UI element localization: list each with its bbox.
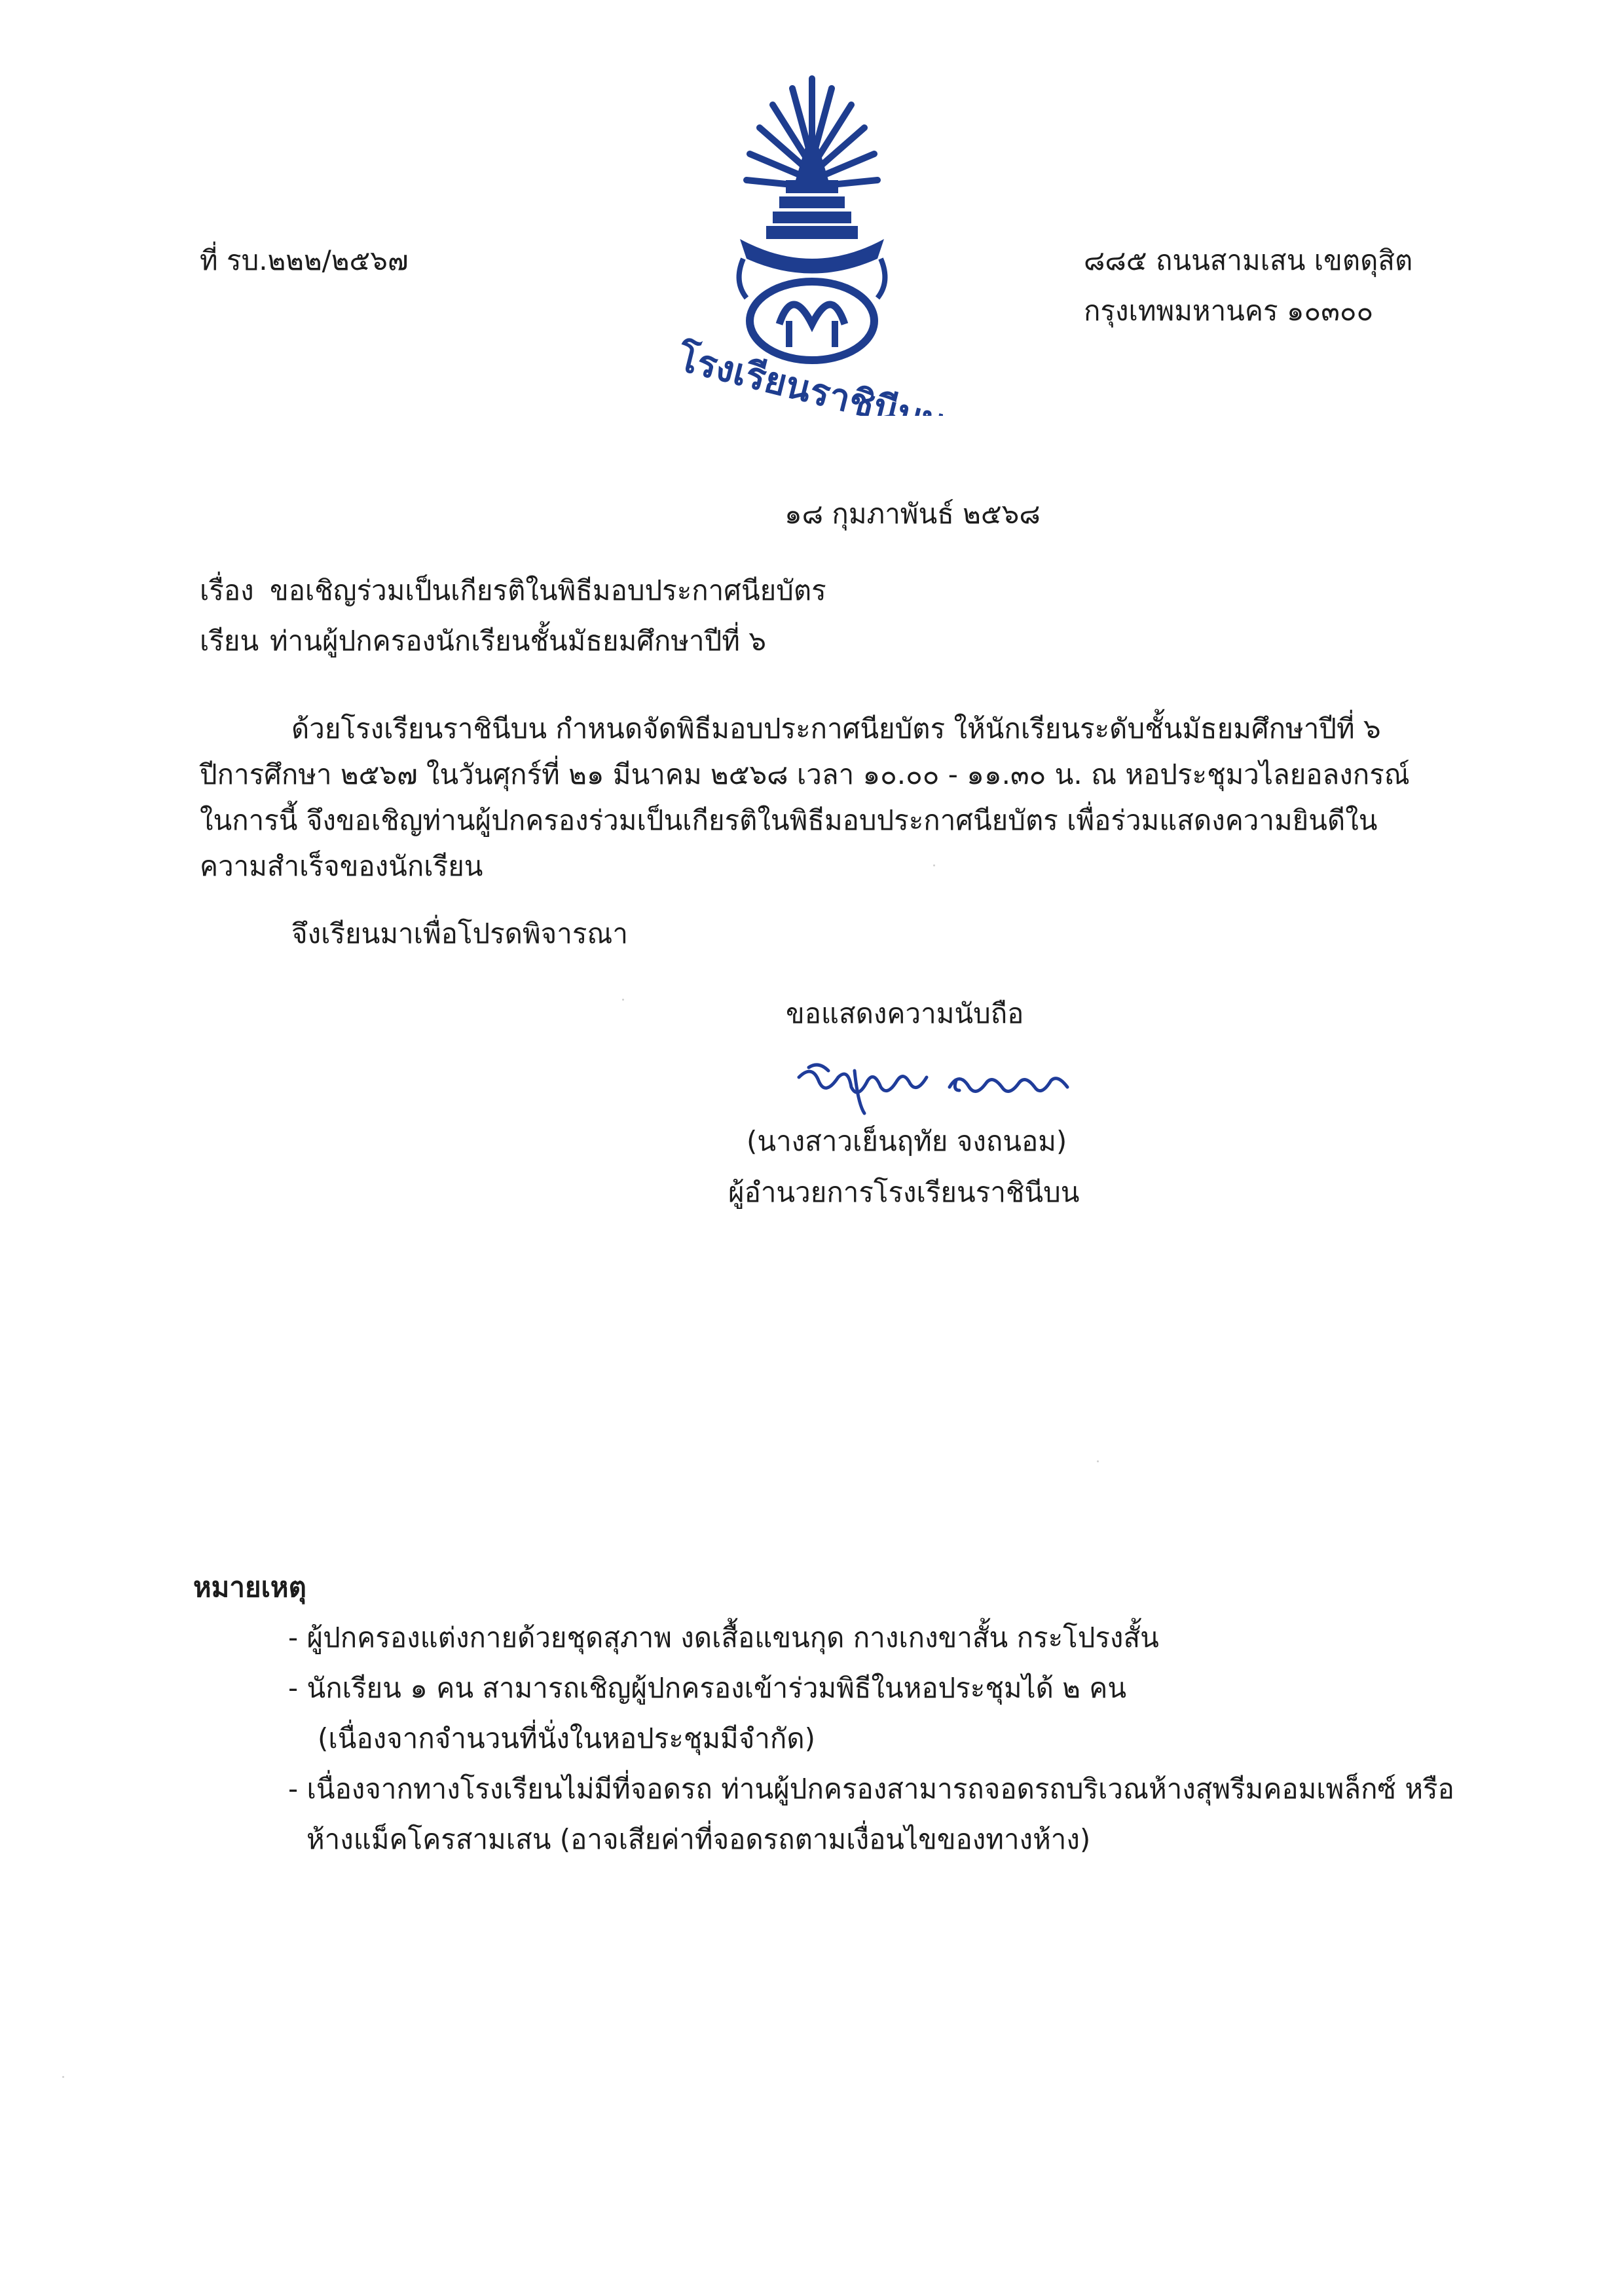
note-item-2: - นักเรียน ๑ คน สามารถเชิญผู้ปกครองเข้าร่วมพิธีในหอประชุมได้ ๒ คน bbox=[288, 1672, 1127, 1704]
notes-heading: หมายเหตุ bbox=[193, 1571, 306, 1603]
handwritten-signature bbox=[792, 1051, 1074, 1123]
signatory-title: ผู้อำนวยการโรงเรียนราชินีบน bbox=[728, 1176, 1080, 1208]
address-line-2: กรุงเทพมหานคร ๑๐๓๐๐ bbox=[1084, 295, 1374, 327]
closing-request: จึงเรียนมาเพื่อโปรดพิจารณา bbox=[291, 917, 628, 950]
scan-speck bbox=[62, 2076, 64, 2078]
body-line-1: ด้วยโรงเรียนราชินีบน กำหนดจัดพิธีมอบประกาศนียบัตร ให้นักเรียนระดับชั้นมัธยมศึกษาปีที่ ๖ bbox=[291, 713, 1381, 745]
school-seal-logo bbox=[681, 62, 943, 416]
address-line-1: ๘๘๕ ถนนสามเสน เขตดุสิต bbox=[1084, 244, 1413, 276]
body-line-3: ในการนี้ จึงขอเชิญท่านผู้ปกครองร่วมเป็นเกียรติในพิธีมอบประกาศนียบัตร เพื่อร่วมแสดงความยินดีใน bbox=[200, 804, 1378, 836]
closing-salutation: ขอแสดงความนับถือ bbox=[786, 997, 1024, 1029]
note-item-1: - ผู้ปกครองแต่งกายด้วยชุดสุภาพ งดเสื้อแขนกุด กางเกงขาสั้น กระโปรงสั้น bbox=[288, 1621, 1159, 1654]
note-item-3-continued: ห้างแม็คโครสามเสน (อาจเสียค่าที่จอดรถตามเงื่อนไขของทางห้าง) bbox=[306, 1823, 1091, 1855]
scan-speck bbox=[933, 864, 935, 866]
scan-speck bbox=[622, 999, 624, 1001]
reference-number: ที่ รบ.๒๒๒/๒๕๖๗ bbox=[200, 244, 409, 276]
scan-speck bbox=[1097, 1460, 1099, 1462]
subject-text: ขอเชิญร่วมเป็นเกียรติในพิธีมอบประกาศนียบัตร bbox=[270, 574, 826, 606]
note-item-2-continued: (เนื่องจากจำนวนที่นั่งในหอประชุมมีจำกัด) bbox=[318, 1722, 815, 1754]
recipient-text: ท่านผู้ปกครองนักเรียนชั้นมัธยมศึกษาปีที่ ๖ bbox=[270, 625, 766, 657]
signatory-name: (นางสาวเย็นฤทัย จงถนอม) bbox=[747, 1125, 1067, 1157]
note-item-3: - เนื่องจากทางโรงเรียนไม่มีที่จอดรถ ท่านผู้ปกครองสามารถจอดรถบริเวณห้างสุพรีมคอมเพล็กซ์ หรือ bbox=[288, 1773, 1454, 1805]
body-line-2: ปีการศึกษา ๒๕๖๗ ในวันศุกร์ที่ ๒๑ มีนาคม ๒๕๖๘ เวลา ๑๐.๐๐ - ๑๑.๓๐ น. ณ หอประชุมวไลยอลงกรณ์ bbox=[200, 758, 1410, 790]
body-line-4: ความสำเร็จของนักเรียน bbox=[200, 850, 483, 882]
subject-label: เรื่อง bbox=[200, 574, 254, 606]
seal-text: โรงเรียนราชินีบน bbox=[681, 337, 943, 416]
recipient-label: เรียน bbox=[200, 625, 259, 657]
letter-date: ๑๘ กุมภาพันธ์ ๒๕๖๘ bbox=[784, 498, 1041, 530]
